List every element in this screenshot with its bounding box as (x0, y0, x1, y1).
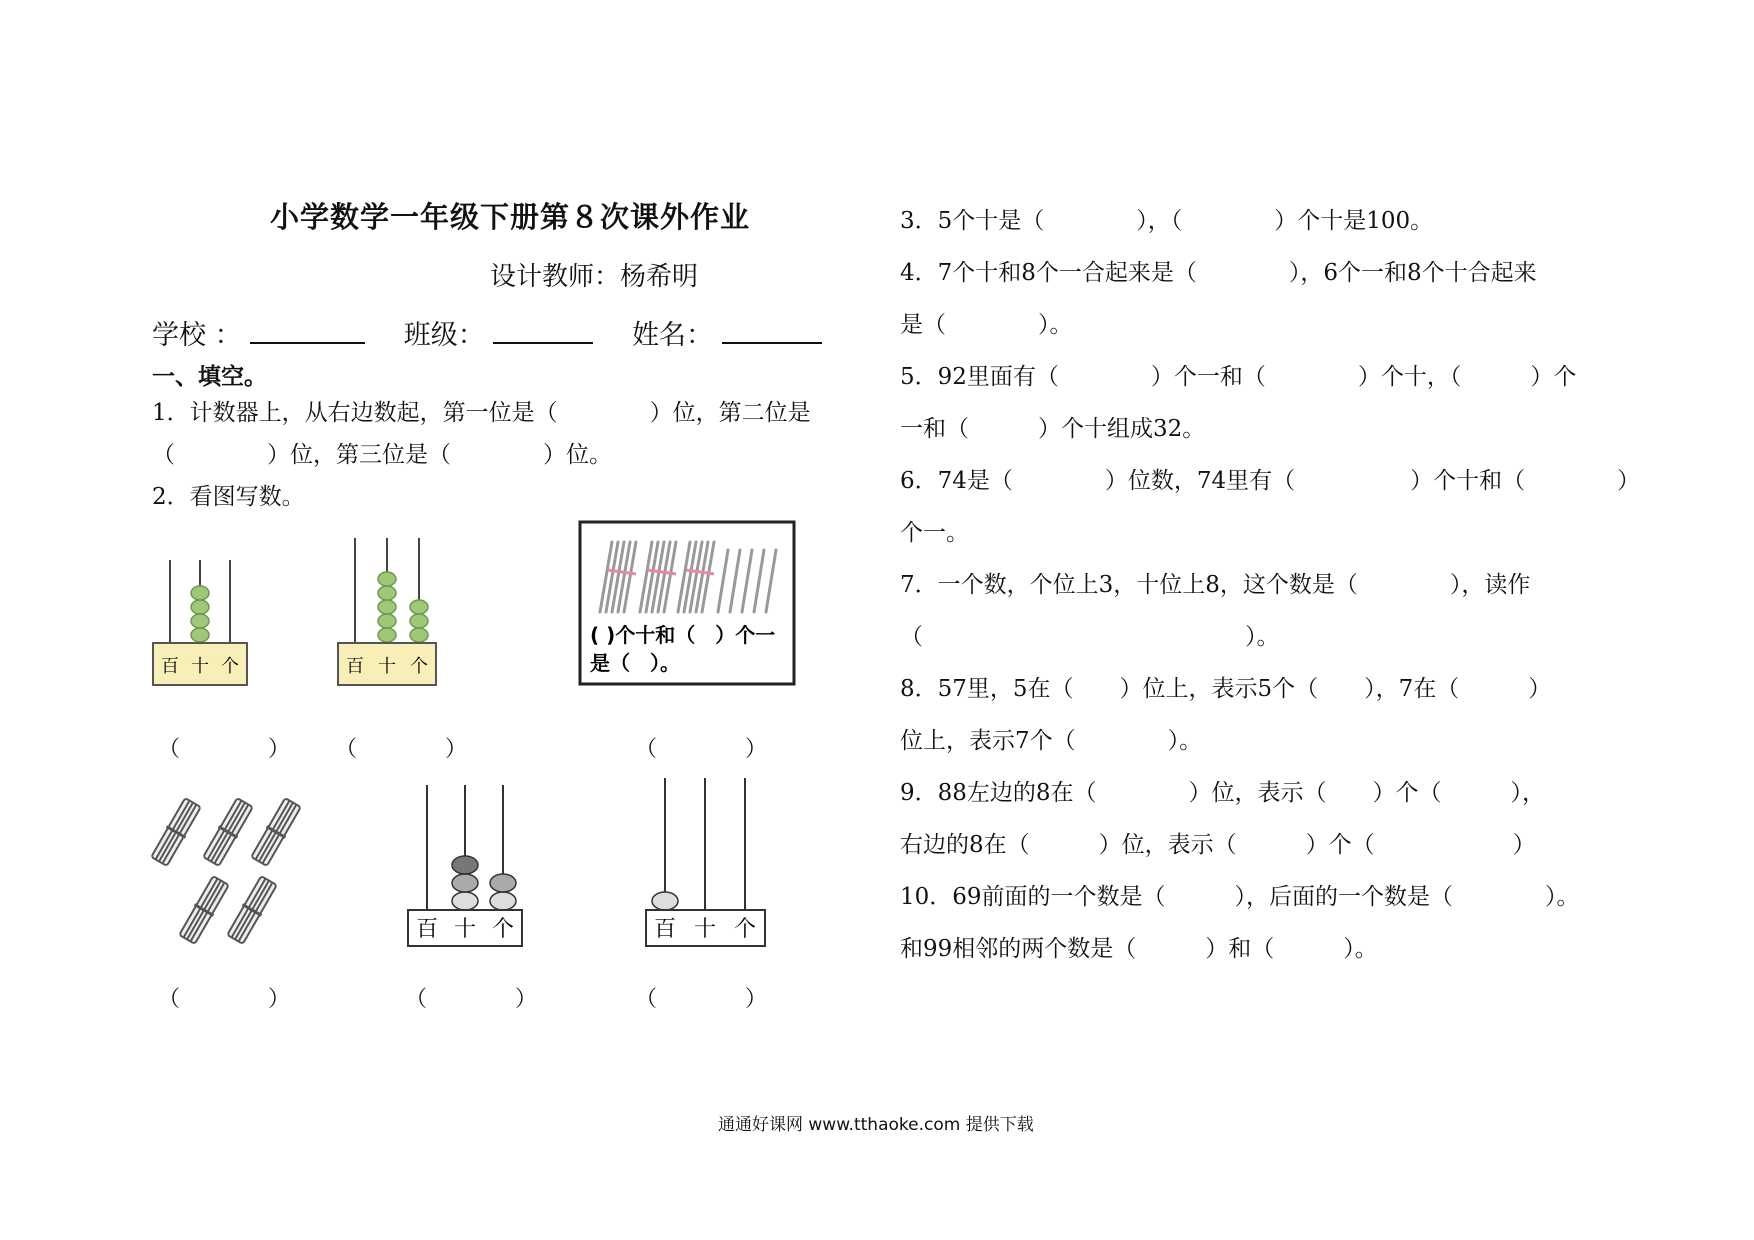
question-8-line-2: 位上，表示7个（ ）。 (900, 728, 1203, 754)
question-9-line-1: 9．88左边的8在（ ）位，表示（ ）个（ ）， (900, 780, 1546, 806)
question-6-line-2: 个一。 (900, 520, 969, 546)
name-field[interactable] (722, 318, 822, 344)
abacus-3-label-hundreds: 百 (415, 917, 439, 942)
question-7-line-2: （ ）。 (900, 624, 1280, 650)
school-field[interactable] (250, 318, 365, 344)
teacher-name: 设计教师：杨希明 (490, 262, 699, 292)
name-label: 姓名： (631, 320, 713, 351)
page-title: 小学数学一年级下册第８次课外作业 (270, 200, 751, 234)
question-7-line-1: 7．一个数，个位上3，十位上8，这个数是（ ），读作 (900, 572, 1531, 598)
question-4-line-1: 4．7个十和8个一合起来是（ ），6个一和8个十合起来 (900, 260, 1537, 286)
question-8-line-1: 8．57里，5在（ ）位上，表示5个（ ），7在（ ） (900, 676, 1552, 702)
abacus-4-label-tens: 十 (693, 917, 717, 942)
question-2: 2．看图写数。 (152, 484, 305, 510)
abacus-2-label-tens: 十 (378, 656, 396, 677)
abacus-2-label-hundreds: 百 (346, 656, 364, 677)
question-1-line-2: （ ）位，第三位是（ ）位。 (152, 442, 612, 468)
sticks-box-figure (578, 520, 796, 686)
question-5-line-2: 一和（ ）个十组成32。 (900, 416, 1206, 442)
question-4-line-2: 是（ ）。 (900, 312, 1073, 338)
answer-paren-3[interactable]: （ ） (635, 737, 768, 762)
question-10-line-2: 和99相邻的两个数是（ ）和（ ）。 (900, 936, 1378, 962)
answer-paren-1[interactable]: （ ） (158, 737, 291, 762)
question-10-line-1: 10．69前面的一个数是（ ），后面的一个数是（ ）。 (900, 884, 1580, 910)
section-title: 一、填空。 (152, 363, 267, 390)
question-9-line-2: 右边的8在（ ）位，表示（ ）个（ ） (900, 832, 1536, 858)
answer-paren-5[interactable]: （ ） (405, 987, 538, 1012)
abacus-1-label-tens: 十 (191, 656, 209, 677)
abacus-4-label-hundreds: 百 (653, 917, 677, 942)
question-5-line-1: 5．92里面有（ ）个一和（ ）个十，（ ）个 (900, 364, 1577, 390)
abacus-3-label-tens: 十 (453, 917, 477, 942)
student-info-row (152, 313, 822, 352)
sticks-box-line-2: 是（ ）。 (590, 651, 680, 675)
class-label: 班级： (403, 320, 485, 351)
stick-bundles-figure (148, 790, 303, 960)
abacus-1-label-hundreds: 百 (161, 656, 179, 677)
question-1-line-1: 1．计数器上，从右边数起，第一位是（ ）位，第二位是 (152, 400, 811, 426)
abacus-figure-3 (405, 780, 525, 950)
question-6-line-1: 6．74是（ ）位数，74里有（ ）个十和（ ） (900, 468, 1641, 494)
sticks-box-line-1: ( )个十和（ ）个一 (590, 623, 776, 647)
class-field[interactable] (493, 318, 593, 344)
abacus-figure-2 (335, 535, 440, 690)
abacus-2-label-ones: 个 (410, 656, 428, 677)
school-label: 学校 ： (152, 320, 242, 351)
abacus-4-label-ones: 个 (733, 917, 757, 942)
abacus-3-label-ones: 个 (491, 917, 515, 942)
answer-paren-6[interactable]: （ ） (635, 987, 768, 1012)
answer-paren-4[interactable]: （ ） (158, 987, 291, 1012)
footer-credit: 通通好课网 www.tthaoke.com 提供下载 (718, 1115, 1034, 1135)
abacus-1-label-ones: 个 (221, 656, 239, 677)
answer-paren-2[interactable]: （ ） (335, 737, 468, 762)
abacus-figure-4 (643, 775, 768, 950)
abacus-figure-1 (150, 555, 250, 690)
question-3: 3．5个十是（ ），（ ）个十是100。 (900, 208, 1434, 234)
